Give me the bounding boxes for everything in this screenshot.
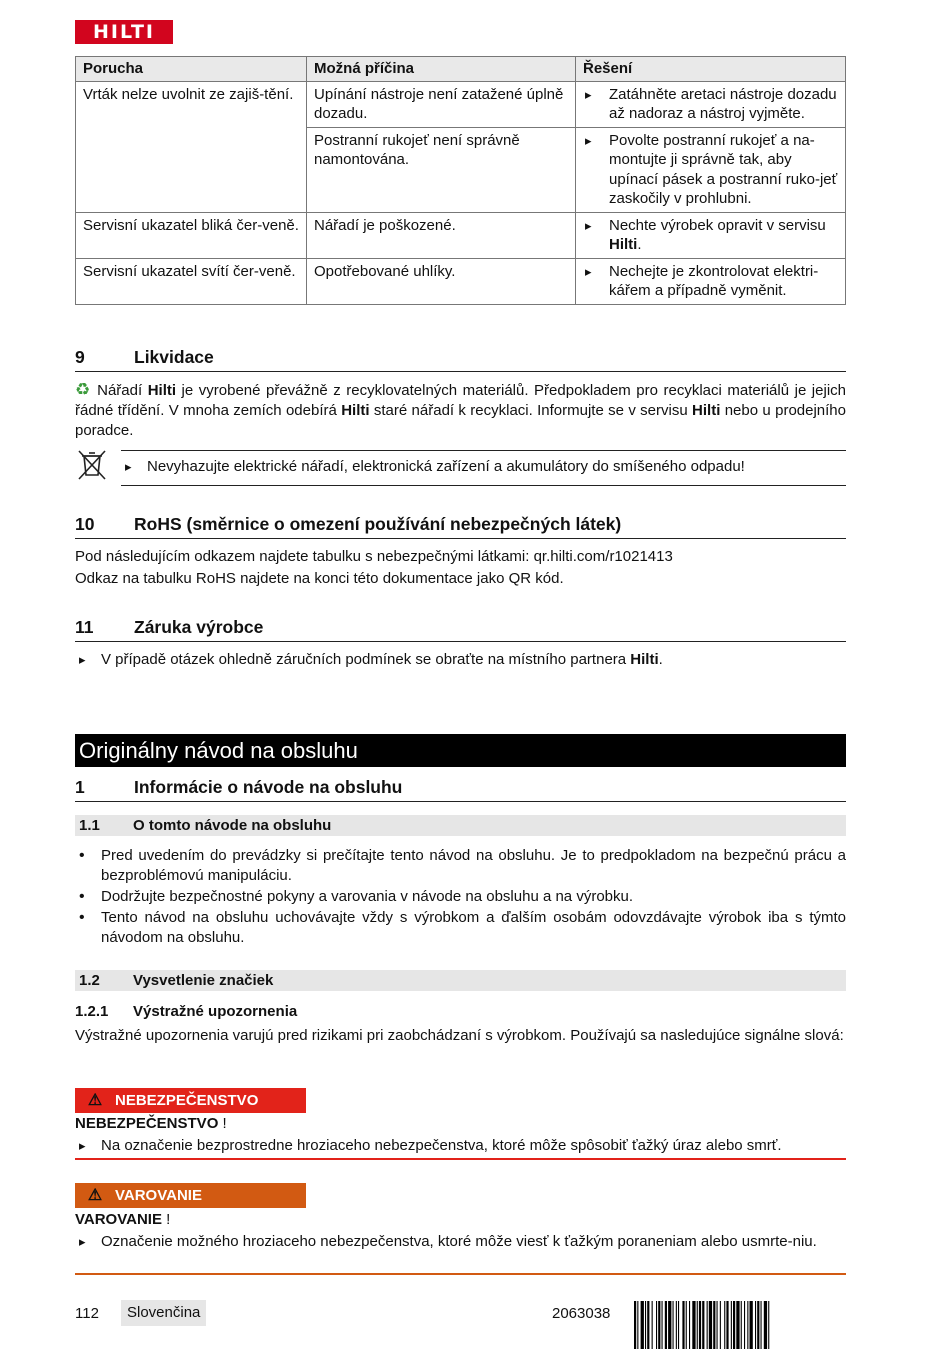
barcode-bar — [768, 1301, 769, 1349]
barcode-bar — [720, 1301, 721, 1349]
table-cell-solution: ▸ Zatáhněte aretaci nástroje dozadu až nadoraz a nástroj vyjměte. — [576, 81, 846, 127]
text: ! — [161, 1211, 171, 1228]
text: nebo u prodejního poradce. — [75, 402, 846, 439]
language-label: Slovenčina — [121, 1300, 206, 1326]
barcode-bar — [731, 1301, 732, 1349]
signal-word: VAROVANIE — [115, 1187, 202, 1204]
section-number: 10 — [75, 514, 95, 534]
recycle-icon: ♻ — [75, 380, 92, 399]
warning-divider — [75, 1273, 846, 1275]
barcode-bar — [726, 1301, 728, 1349]
barcode-bar — [744, 1301, 745, 1349]
section-title: O tomto návode na obsluhu — [133, 817, 332, 834]
barcode-bar — [702, 1301, 704, 1349]
signal-word: VAROVANIE — [75, 1211, 162, 1228]
warnings-intro: Výstražné upozornenia varujú pred rizikami pri zaobchádzaní s výrobkom. Používajú sa nasledujúce signálne slová: — [75, 1027, 844, 1044]
barcode-bar — [676, 1301, 677, 1349]
brand-name: Hilti — [692, 402, 721, 419]
warning-heading — [75, 1210, 846, 1230]
section-number: 11 — [75, 617, 94, 637]
section-number: 1.2 — [79, 972, 100, 989]
barcode-bar — [761, 1301, 762, 1349]
list-item: • Dodržujte bezpečnostné pokyny a varovania v návode na obsluhu a na výrobku. — [75, 887, 846, 907]
barcode-bar — [652, 1301, 653, 1349]
section-title: Informácie o návode na obsluhu — [134, 777, 403, 797]
barcode-bar — [665, 1301, 667, 1349]
sk-subsection-1-2-heading — [75, 970, 846, 991]
danger-heading — [75, 1114, 846, 1134]
solution-text: . — [637, 236, 642, 253]
sk-subsection-1-1-heading — [75, 815, 846, 836]
section-title: Výstražné upozornenia — [133, 1003, 298, 1020]
language-banner: Originálny návod na obsluhu — [75, 734, 846, 767]
section-number: 1 — [75, 777, 85, 797]
barcode-bar — [697, 1301, 698, 1349]
barcode-bar — [692, 1301, 695, 1349]
barcode-bar — [724, 1301, 725, 1349]
barcode-bar — [699, 1301, 701, 1349]
barcode-bar — [678, 1301, 679, 1349]
hilti-logo: HILTI — [75, 20, 173, 44]
barcode-bar — [641, 1301, 644, 1349]
danger-signal-label — [75, 1088, 306, 1113]
barcode-bar — [656, 1301, 657, 1349]
solution-text: Nechte výrobek opravit v servisu — [609, 216, 826, 234]
barcode-bar — [757, 1301, 759, 1349]
table-cell-fault: Vrták nelze uvolnit ze zajiš-tění. — [76, 81, 307, 212]
barcode-bar — [717, 1301, 718, 1349]
brand-name: Hilti — [341, 402, 370, 419]
table-cell-fault: Servisní ukazatel bliká čer-veně. — [76, 212, 307, 258]
barcode-bar — [709, 1301, 712, 1349]
disposal-bullet: ▸ Nevyhazujte elektrické nářadí, elektronická zařízení a akumulátory do smíšeného odpadu! — [121, 457, 846, 477]
barcode-bar — [736, 1301, 739, 1349]
table-row — [76, 81, 846, 127]
section-number: 1.1 — [79, 817, 100, 834]
warning-signal-label — [75, 1183, 306, 1208]
table-row — [76, 212, 846, 258]
table-cell-solution: ▸ Povolte postranní rukojeť a na-montujte ji správně tak, aby upínací pásek a postranní ruko-jeť zaskočily v prohlubni. — [576, 127, 846, 212]
signal-word: NEBEZPEČENSTVO — [115, 1092, 259, 1109]
section-9-heading — [75, 347, 846, 372]
document-code: 2063038 — [552, 1305, 611, 1322]
table-row — [76, 258, 846, 304]
table-header-solution: Řešení — [576, 57, 846, 82]
section-number: 9 — [75, 347, 85, 367]
table-header-cause: Možná příčina — [307, 57, 576, 82]
signal-word: NEBEZPEČENSTVO — [75, 1115, 219, 1132]
barcode-bar — [755, 1301, 756, 1349]
sk-subsection-1-2-1-heading — [75, 1002, 846, 1022]
section-title: Záruka výrobce — [134, 617, 264, 637]
barcode-bar — [673, 1301, 674, 1349]
barcode-bar — [658, 1301, 660, 1349]
barcode-bar — [707, 1301, 708, 1349]
brand-name: Hilti — [630, 651, 659, 668]
table-cell-solution: ▸ Nechejte je zkontrolovat elektri-kářem a případně vyměnit. — [576, 258, 846, 304]
text: je vyrobené převážně z recyklovatelných materiálů. Předpokladem pro recyklaci materiálů je jejich řádné třídění. V mnoha zemích odebírá — [75, 382, 846, 419]
barcode-bar — [645, 1301, 646, 1349]
table-cell-cause: Opotřebované uhlíky. — [307, 258, 576, 304]
barcode-bar — [764, 1301, 767, 1349]
section-title: Likvidace — [134, 347, 214, 367]
list-item: • Tento návod na obsluhu uchovávajte vždy s výrobkom a ďalším osobám odovzdávajte výrobok iba s týmto návodom na obsluhu. — [75, 908, 846, 948]
recycling-paragraph — [75, 380, 846, 441]
table-cell-cause: Upínání nástroje není zatažené úplně dozadu. — [307, 81, 576, 127]
barcode-bar — [713, 1301, 715, 1349]
text: Nářadí — [91, 382, 148, 399]
danger-divider — [75, 1158, 846, 1160]
table-cell-fault: Servisní ukazatel svítí čer-veně. — [76, 258, 307, 304]
barcode — [634, 1301, 846, 1349]
barcode-bar — [662, 1301, 663, 1349]
danger-description: ▸ Na označenie bezprostredne hroziaceho nebezpečenstva, ktoré môže spôsobiť ťažký úraz alebo smrť. — [75, 1136, 846, 1156]
text: . — [658, 651, 663, 668]
table-header-row — [76, 57, 846, 82]
barcode-bar — [750, 1301, 753, 1349]
barcode-bar — [741, 1301, 742, 1349]
section-11-heading — [75, 617, 846, 642]
warning-description: ▸ Označenie možného hroziaceho nebezpečenstva, ktoré môže viesť k ťažkým poraneniam alebo usmrte-niu. — [75, 1232, 846, 1252]
sk-section-1-heading — [75, 777, 846, 802]
section-10-heading — [75, 514, 846, 539]
table-header-fault: Porucha — [76, 57, 307, 82]
text: ! — [218, 1115, 227, 1132]
text: V případě otázek ohledně záručních podmínek se obraťte na místního partnera — [101, 651, 631, 668]
barcode-bar — [747, 1301, 748, 1349]
table-cell-solution — [576, 212, 846, 258]
troubleshooting-table — [75, 56, 846, 305]
barcode-bar — [668, 1301, 671, 1349]
warranty-bullet — [75, 650, 846, 670]
rohs-line-1: Pod následujícím odkazem najdete tabulku s nebezpečnými látkami: qr.hilti.com/r1021413 — [75, 548, 673, 565]
section-title: Vysvetlenie značiek — [133, 972, 274, 989]
section-title: RoHS (směrnice o omezení používání nebezpečných látek) — [134, 514, 622, 534]
warning-triangle-icon: ⚠ — [87, 1187, 103, 1204]
barcode-bar — [686, 1301, 687, 1349]
barcode-bar — [689, 1301, 690, 1349]
section-number: 1.2.1 — [75, 1003, 109, 1020]
barcode-bar — [637, 1301, 638, 1349]
crossed-bin-icon — [76, 448, 108, 482]
barcode-bar — [647, 1301, 649, 1349]
list-item: • Pred uvedením do prevádzky si prečítajte tento návod na obsluhu. Je to predpokladom na bezpečnú prácu a bezproblémovú manipuláciu. — [75, 846, 846, 886]
brand-name: Hilti — [609, 236, 638, 253]
warning-triangle-icon: ⚠ — [87, 1092, 103, 1109]
brand-name: Hilti — [147, 382, 177, 399]
barcode-bar — [733, 1301, 735, 1349]
rohs-line-2: Odkaz na tabulku RoHS najdete na konci této dokumentace jako QR kód. — [75, 570, 564, 587]
page-number: 112 — [75, 1305, 99, 1322]
table-cell-cause: Postranní rukojeť není správně namontována. — [307, 127, 576, 212]
barcode-bar — [682, 1301, 684, 1349]
text: staré nářadí k recyklaci. Informujte se v servisu — [369, 402, 693, 419]
table-cell-cause: Nářadí je poškozené. — [307, 212, 576, 258]
barcode-bar — [634, 1301, 636, 1349]
